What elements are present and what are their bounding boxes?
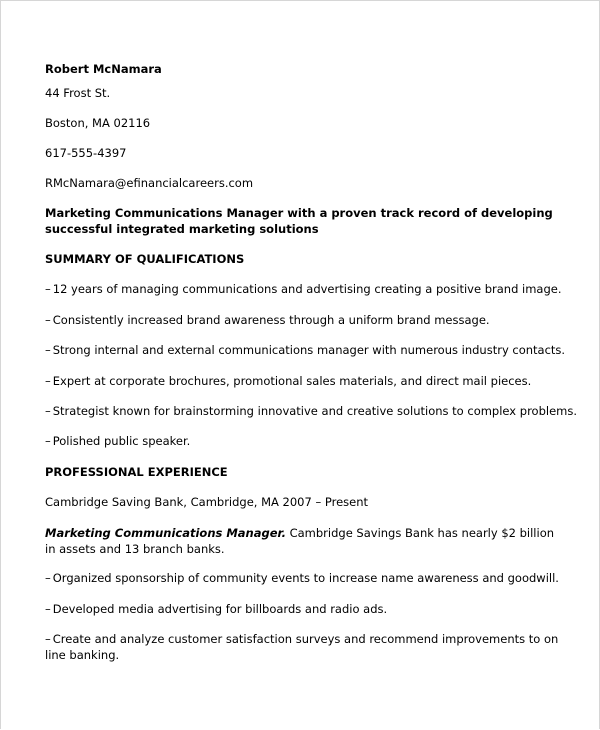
summary-item-text: Polished public speaker. xyxy=(52,434,191,448)
experience-item-text: Developed media advertising for billboards and radio ads. xyxy=(52,602,388,616)
summary-item xyxy=(45,281,562,297)
summary-item-text: Expert at corporate brochures, promotional sales materials, and direct mail pieces. xyxy=(52,374,532,388)
summary-item-text: 12 years of managing communications and advertising creating a positive brand image. xyxy=(52,282,562,296)
role-paragraph xyxy=(45,525,565,557)
contact-city: Boston, MA 02116 xyxy=(45,116,151,130)
bullet-dash: – xyxy=(45,602,51,616)
bullet-dash: – xyxy=(45,374,51,388)
experience-item-text: Organized sponsorship of community events to increase name awareness and goodwill. xyxy=(52,571,559,585)
experience-item-text: Create and analyze customer satisfaction surveys and recommend improvements to on line banking. xyxy=(45,632,559,662)
bullet-dash: – xyxy=(45,282,51,296)
bullet-dash: – xyxy=(45,343,51,357)
experience-heading: PROFESSIONAL EXPERIENCE xyxy=(45,465,228,479)
bullet-dash: – xyxy=(45,632,51,646)
role-description: Cambridge Savings Bank has nearly $2 billion in assets and 13 branch banks. xyxy=(45,526,555,556)
summary-item xyxy=(45,373,531,389)
bullet-dash: – xyxy=(45,313,51,327)
contact-phone: 617-555-4397 xyxy=(45,146,127,160)
experience-item xyxy=(45,631,565,663)
summary-item xyxy=(45,312,490,328)
bullet-dash: – xyxy=(45,404,51,418)
summary-item-text: Strong internal and external communications manager with numerous industry contacts. xyxy=(52,343,566,357)
contact-street: 44 Frost St. xyxy=(45,86,111,100)
summary-item xyxy=(45,433,190,449)
summary-heading: SUMMARY OF QUALIFICATIONS xyxy=(45,252,245,266)
experience-item xyxy=(45,570,559,586)
summary-item xyxy=(45,342,565,358)
contact-name: Robert McNamara xyxy=(45,62,162,76)
summary-item-text: Consistently increased brand awareness through a uniform brand message. xyxy=(52,313,490,327)
role-title: Marketing Communications Manager. xyxy=(45,526,286,540)
objective-statement: Marketing Communications Manager with a proven track record of developing successful integrated marketing solutions xyxy=(45,206,553,236)
bullet-dash: – xyxy=(45,571,51,585)
bullet-dash: – xyxy=(45,434,51,448)
summary-item-text: Strategist known for brainstorming innovative and creative solutions to complex problems. xyxy=(52,404,577,418)
summary-item xyxy=(45,403,577,419)
contact-email: RMcNamara@efinancialcareers.com xyxy=(45,176,254,190)
employer-line: Cambridge Saving Bank, Cambridge, MA 2007 – Present xyxy=(45,495,369,509)
experience-item xyxy=(45,601,387,617)
